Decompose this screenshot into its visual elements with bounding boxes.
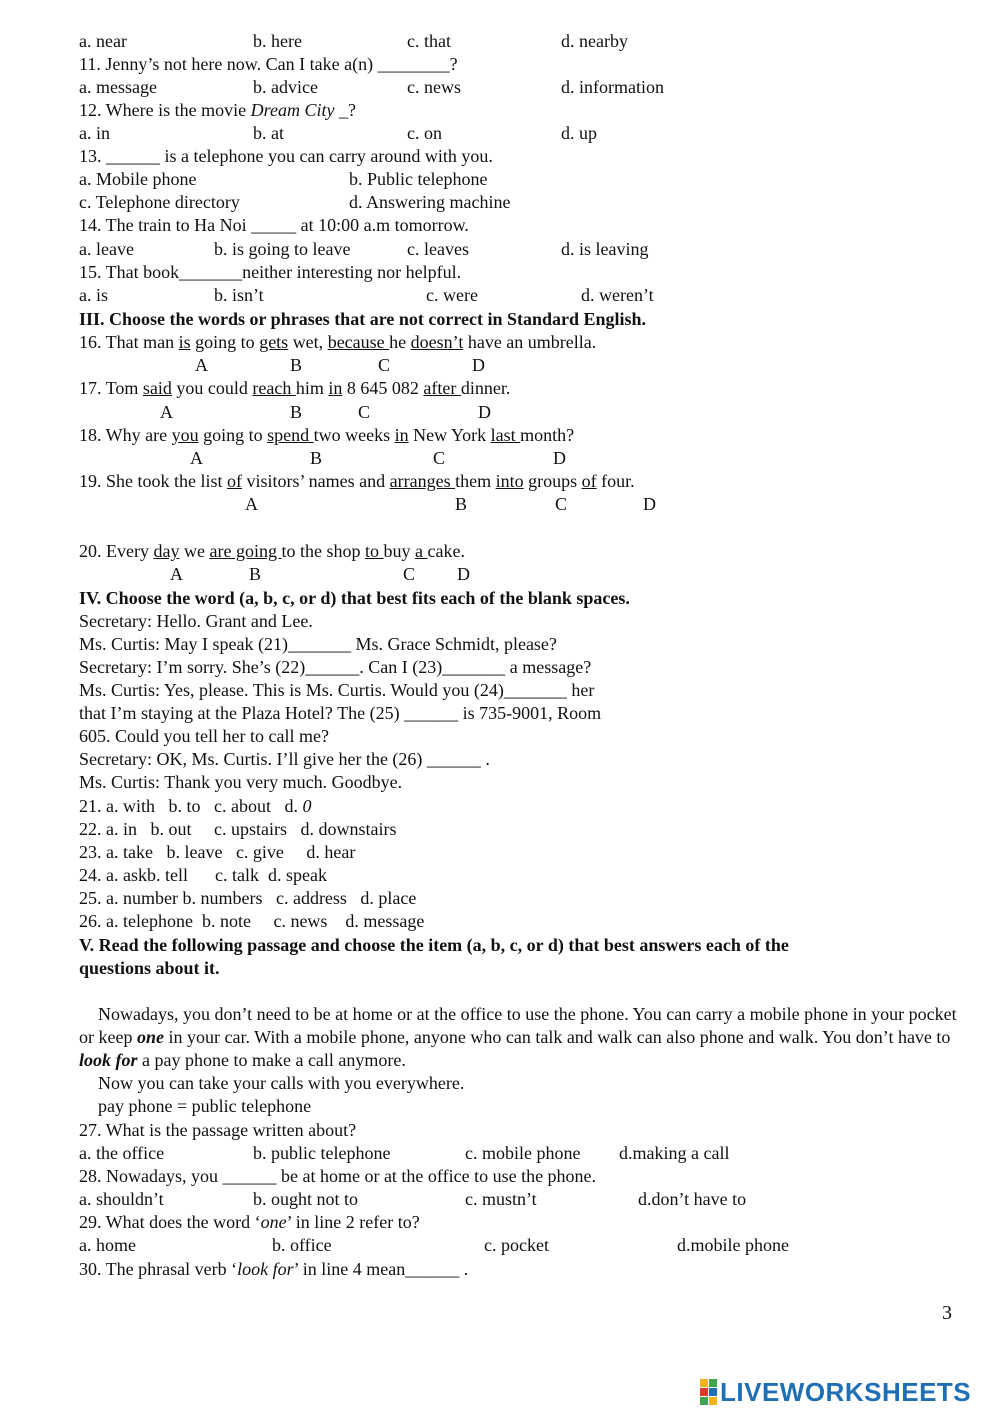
q14-option-b: b. is going to leave	[214, 239, 351, 259]
q12-option-c: c. on	[407, 123, 442, 143]
q15-option-d: d. weren’t	[581, 285, 654, 305]
q27-option-d: d.making a call	[619, 1143, 730, 1163]
q16-label-a: A	[195, 355, 208, 375]
q13-option-b: b. Public telephone	[349, 169, 488, 189]
q24-options: 24. a. askb. tell c. talk d. speak	[79, 865, 327, 885]
q14-option-a: a. leave	[79, 239, 134, 259]
q17-sentence: 17. Tom said you could reach him in 8 645 082 after dinner.	[79, 378, 511, 398]
q21-options: 21. a. with b. to c. about d. 0	[79, 796, 312, 816]
q12-option-d: d. up	[561, 123, 597, 143]
liveworksheets-logo	[700, 1377, 971, 1407]
dialog-line: Ms. Curtis: Yes, please. This is Ms. Curtis. Would you (24)_______ her	[79, 680, 595, 700]
dialog-line: that I’m staying at the Plaza Hotel? The (25) ______ is 735-9001, Room	[79, 703, 602, 723]
q10-option-c: c. that	[407, 31, 451, 51]
q28-option-d: d.don’t have to	[638, 1189, 747, 1209]
section-5-heading-cont: questions about it.	[79, 958, 220, 978]
section-4-heading: IV. Choose the word (a, b, c, or d) that best fits each of the blank spaces.	[79, 588, 630, 608]
q29-option-a: a. home	[79, 1235, 136, 1255]
q28-text: 28. Nowadays, you ______ be at home or at the office to use the phone.	[79, 1166, 597, 1186]
dialog-line: Secretary: I’m sorry. She’s (22)______. Can I (23)_______ a message?	[79, 657, 592, 677]
q28-option-a: a. shouldn’t	[79, 1189, 164, 1209]
q27-option-a: a. the office	[79, 1143, 165, 1163]
dialog-line: Secretary: Hello. Grant and Lee.	[79, 611, 313, 631]
passage-note: pay phone = public telephone	[98, 1096, 312, 1116]
q23-options: 23. a. take b. leave c. give d. hear	[79, 842, 356, 862]
q15-text: 15. That book_______neither interesting nor helpful.	[79, 262, 462, 282]
dialog-line: Secretary: OK, Ms. Curtis. I’ll give her the (26) ______ .	[79, 749, 490, 769]
reading-passage: Nowadays, you don’t need to be at home or at the office to use the phone. You can carry a mobile phone in your pocket or keep one in your car. With a mobile phone, anyone who can talk and walk can also phone and walk. You don’t have to look for a pay phone to make a call anymore.	[79, 1004, 957, 1070]
q29-option-c: c. pocket	[484, 1235, 549, 1255]
q29-option-b: b. office	[272, 1235, 332, 1255]
q16-sentence: 16. That man is going to gets wet, because he doesn’t have an umbrella.	[79, 332, 597, 352]
page-number: 3	[942, 1302, 952, 1324]
q20-sentence: 20. Every day we are going to the shop to buy a cake.	[79, 541, 465, 561]
q26-options: 26. a. telephone b. note c. news d. message	[79, 911, 425, 931]
section-3-heading: III. Choose the words or phrases that are not correct in Standard English.	[79, 309, 647, 329]
q13-text: 13. ______ is a telephone you can carry around with you.	[79, 146, 493, 166]
q17-label-b: B	[290, 402, 303, 422]
q16-label-d: D	[472, 355, 485, 375]
dialog-line: 605. Could you tell her to call me?	[79, 726, 329, 746]
q11-option-a: a. message	[79, 77, 157, 97]
q10-option-b: b. here	[253, 31, 302, 51]
q28-option-b: b. ought not to	[253, 1189, 359, 1209]
q15-option-c: c. were	[426, 285, 478, 305]
q20-label-a: A	[170, 564, 183, 584]
q30-text: 30. The phrasal verb ‘look for’ in line 4 mean______ .	[79, 1259, 469, 1279]
q13-option-d: d. Answering machine	[349, 192, 511, 212]
q18-label-a: A	[190, 448, 203, 468]
q20-label-c: C	[403, 564, 416, 584]
q18-label-c: C	[433, 448, 446, 468]
q18-label-d: D	[553, 448, 566, 468]
q13-option-a: a. Mobile phone	[79, 169, 197, 189]
q27-text: 27. What is the passage written about?	[79, 1120, 357, 1140]
q27-option-c: c. mobile phone	[465, 1143, 581, 1163]
q19-label-a: A	[245, 494, 258, 514]
q25-options: 25. a. number b. numbers c. address d. place	[79, 888, 417, 908]
q11-text: 11. Jenny’s not here now. Can I take a(n) ________?	[79, 54, 458, 74]
q18-sentence: 18. Why are you going to spend two weeks in New York last month?	[79, 425, 575, 445]
q12-text: 12. Where is the movie Dream City _?	[79, 100, 356, 120]
q16-label-c: C	[378, 355, 391, 375]
brand-name: LIVEWORKSHEETS	[720, 1376, 972, 1407]
reading-passage-line: Now you can take your calls with you everywhere.	[98, 1073, 465, 1093]
dialog-line: Ms. Curtis: Thank you very much. Goodbye.	[79, 772, 403, 792]
q18-label-b: B	[310, 448, 323, 468]
q10-option-a: a. near	[79, 31, 127, 51]
q14-option-c: c. leaves	[407, 239, 469, 259]
q19-label-c: C	[555, 494, 568, 514]
q14-option-d: d. is leaving	[561, 239, 649, 259]
q11-option-c: c. news	[407, 77, 461, 97]
dialog-line: Ms. Curtis: May I speak (21)_______ Ms. Grace Schmidt, please?	[79, 634, 557, 654]
q20-label-b: B	[249, 564, 262, 584]
q11-option-b: b. advice	[253, 77, 318, 97]
q29-option-d: d.mobile phone	[677, 1235, 789, 1255]
q13-option-c: c. Telephone directory	[79, 192, 240, 212]
q27-option-b: b. public telephone	[253, 1143, 391, 1163]
section-5-heading: V. Read the following passage and choose the item (a, b, c, or d) that best answers each of the	[79, 935, 789, 955]
q28-option-c: c. mustn’t	[465, 1189, 537, 1209]
q14-text: 14. The train to Ha Noi _____ at 10:00 a.m tomorrow.	[79, 215, 469, 235]
q15-option-b: b. isn’t	[214, 285, 264, 305]
q12-option-a: a. in	[79, 123, 110, 143]
q16-label-b: B	[290, 355, 303, 375]
q19-sentence: 19. She took the list of visitors’ names and arranges them into groups of four.	[79, 471, 635, 491]
q29-text: 29. What does the word ‘one’ in line 2 refer to?	[79, 1212, 420, 1232]
liveworksheets-logo-icon	[700, 1379, 717, 1405]
q15-option-a: a. is	[79, 285, 108, 305]
q17-label-c: C	[358, 402, 371, 422]
q11-option-d: d. information	[561, 77, 664, 97]
q22-options: 22. a. in b. out c. upstairs d. downstairs	[79, 819, 397, 839]
q20-label-d: D	[457, 564, 470, 584]
q17-label-a: A	[160, 402, 173, 422]
q17-label-d: D	[478, 402, 491, 422]
q12-option-b: b. at	[253, 123, 284, 143]
q19-label-b: B	[455, 494, 468, 514]
q10-option-d: d. nearby	[561, 31, 628, 51]
q19-label-d: D	[643, 494, 656, 514]
